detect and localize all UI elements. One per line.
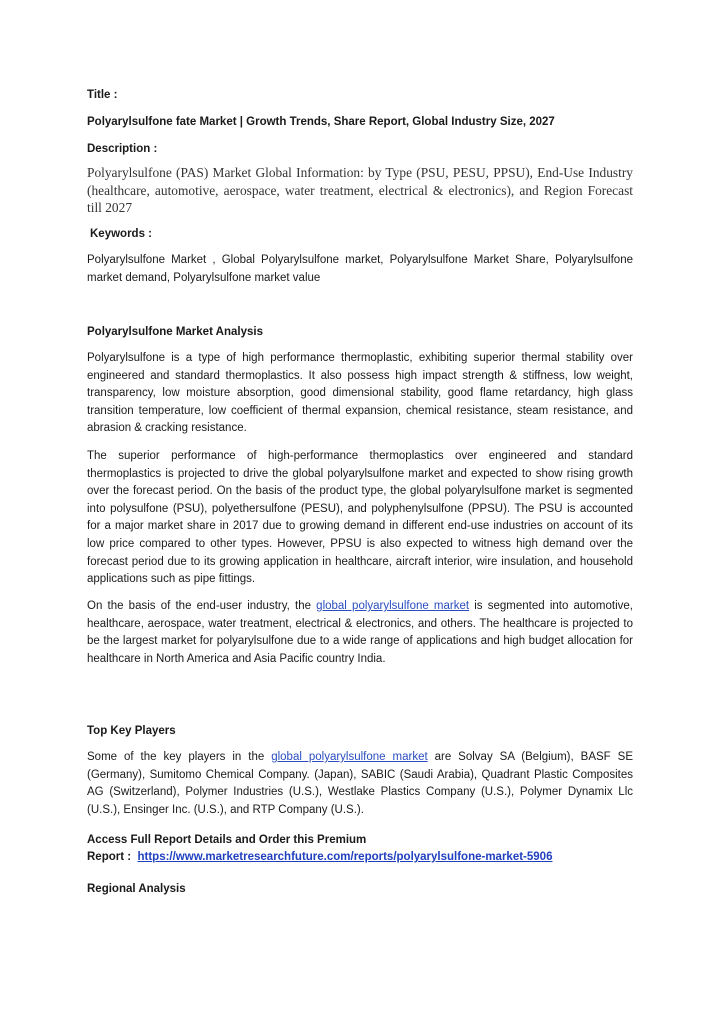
market-link[interactable]: global polyarylsulfone market bbox=[316, 600, 470, 612]
players-market-link[interactable]: global polyarylsulfone market bbox=[271, 751, 428, 763]
analysis-paragraph-2: The superior performance of high-performance thermoplastics over engineered and standard thermoplastics is projected to drive the global polyarylsulfone market and expected to show rising growth over the forecast period. On the basis of the product type, the global polyarylsulfone market is segmented into polysulfone (PSU), polyethersulfone (PESU), and polyphenylsulfone (PPSU). The PSU is accounted for a major market share in 2017 due to growing demand in different end-use industries on account of its low price compared to other types. However, PPSU is also expected to witness high demand over the forecast period due to its growing application in healthcare, aircraft interior, wire insulation, and household applications such as pipe fittings. bbox=[87, 450, 633, 586]
description-text: Polyarylsulfone (PAS) Market Global Information: by Type (PSU, PESU, PPSU), End-Use Industry (healthcare, automotive, aerospace, water treatment, electrical & electronics), and Region Forecast till 2027 bbox=[87, 165, 633, 215]
analysis-paragraph-3: On the basis of the end-user industry, the global polyarylsulfone market is segmented into automotive, healthcare, aerospace, water treatment, electrical & electronics, and others. The healthcare is projected to be the largest market for polyarylsulfone due to a wide range of applications and high budget allocation for healthcare in North America and Asia Pacific country India. bbox=[87, 600, 633, 665]
title-text: Polyarylsulfone fate Market | Growth Trends, Share Report, Global Industry Size, 2027 bbox=[87, 116, 555, 128]
regional-heading: Regional Analysis bbox=[87, 883, 186, 895]
analysis-paragraph-1: Polyarylsulfone is a type of high performance thermoplastic, exhibiting superior thermal stability over engineered and standard thermoplastics. It also possess high impact strength & stiffness, low weight, transparency, low moisture absorption, good dimensional stability, good flame retardancy, high glass transition temperature, low coefficient of thermal expansion, chemical resistance, steam resistance, and abrasion & cracking resistance. bbox=[87, 352, 633, 435]
description-label: Description : bbox=[87, 143, 158, 155]
access-line-1: Access Full Report Details and Order this Premium bbox=[87, 834, 367, 846]
keywords-text: Polyarylsulfone Market , Global Polyarylsulfone market, Polyarylsulfone Market Share, Polyarylsulfone market demand, Polyarylsulfone market value bbox=[87, 254, 633, 284]
access-line-2: Report : https://www.marketresearchfuture.com/reports/polyarylsulfone-market-5906 bbox=[87, 851, 553, 863]
keywords-label: Keywords : bbox=[90, 228, 152, 240]
analysis-heading: Polyarylsulfone Market Analysis bbox=[87, 326, 263, 338]
title-label: Title : bbox=[87, 89, 118, 101]
players-heading: Top Key Players bbox=[87, 725, 176, 737]
players-paragraph: Some of the key players in the global polyarylsulfone market are Solvay SA (Belgium), BASF SE (Germany), Sumitomo Chemical Company. (Japan), SABIC (Saudi Arabia), Quadrant Plastic Composites AG (Switzerland), Polymer Industries (U.S.), Westlake Plastics Company (U.S.), Polymer Dynamix Llc (U.S.), Ensinger Inc. (U.S.), and RTP Company (U.S.). bbox=[87, 751, 633, 816]
report-url-link[interactable]: https://www.marketresearchfuture.com/reports/polyarylsulfone-market-5906 bbox=[137, 851, 553, 863]
